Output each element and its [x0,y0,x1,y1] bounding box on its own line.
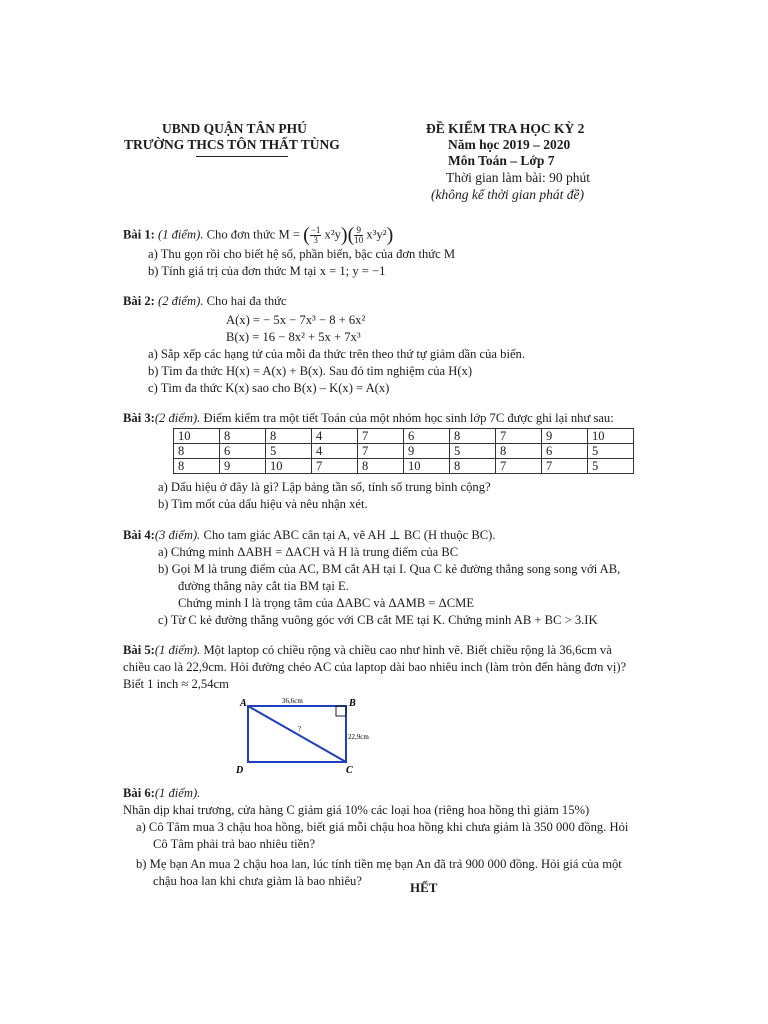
bai5-statement [123,643,612,658]
duration-note: (không kể thời gian phát đề) [431,187,585,202]
bai1-part-b: b) Tính giá trị của đơn thức M tại x = 1; y = −1 [148,264,386,278]
diagonal-ac [248,706,346,762]
table-row [174,429,634,444]
polynomial-a: A(x) = − 5x − 7x³ − 8 + 6x² [226,313,366,327]
bai2-statement [123,294,287,309]
table-row [174,459,634,474]
bai1-points: (1 điểm). [158,227,204,242]
bai4-label: Bài 4: [123,528,155,542]
bai6-points: (1 điểm). [154,786,201,800]
paren-open-1: ( [303,224,310,246]
table-cell: 4 [312,444,358,459]
diagonal-question: ? [298,725,302,733]
bai5-line3: Biết 1 inch ≈ 2,54cm [123,677,229,691]
vertex-d: D [236,765,244,776]
school-underline [196,156,288,157]
bai2-intro: Cho hai đa thức [206,294,287,308]
table-cell: 7 [358,429,404,444]
term-1: x²y [324,227,341,242]
table-cell: 8 [496,444,542,459]
score-table [173,428,634,474]
bai6-part-b-line1: b) Mẹ bạn An mua 2 chậu hoa lan, lúc tính tiền mẹ bạn An đã trả 900 000 đồng. Hỏi giá của một [136,857,622,871]
table-cell: 6 [220,444,266,459]
bai4-part-b-line1: b) Gọi M là trung điểm của AC, BM cắt AH tại I. Qua C kẻ đường thẳng song song với AB, [158,562,621,576]
bai3-part-a: a) Dấu hiệu ở đây là gì? Lập bảng tần số, tính số trung bình cộng? [158,480,491,494]
bai4-part-a: a) Chứng minh ΔABH = ΔACH và H là trung điểm của BC [158,545,459,559]
right-angle-mark [336,706,346,716]
polynomial-b: B(x) = 16 − 8x² + 5x + 7x³ [226,330,361,344]
bai2-part-b: b) Tìm đa thức H(x) = A(x) + B(x). Sau đó tìm nghiệm của H(x) [148,364,473,378]
paren-open-2: ( [347,224,355,246]
bai2-points: (2 điểm). [158,294,204,308]
table-cell: 7 [358,444,404,459]
table-cell: 10 [266,459,312,474]
bai4-part-b-line3: Chứng minh I là trọng tâm của ΔABC và ΔAMB = ΔCME [178,596,475,610]
table-cell: 7 [496,429,542,444]
school-name: TRƯỜNG THCS TÔN THẤT TÙNG [124,137,340,152]
bai2-label: Bài 2: [123,294,155,308]
table-row [174,444,634,459]
bai4-part-c: c) Từ C kẻ đường thẳng vuông góc với CB cắt ME tại K. Chứng minh AB + BC > 3.IK [158,613,598,627]
district-name: UBND QUẬN TÂN PHÚ [162,121,307,136]
bai6-part-a-line2: Cô Tâm phải trả bao nhiêu tiền? [153,837,316,851]
bai5-points: (1 điểm). [154,643,201,657]
table-cell: 8 [450,429,496,444]
fraction-2-numerator: 9 [354,226,363,236]
bai6-label: Bài 6: [123,786,155,800]
bai2-part-a: a) Sắp xếp các hạng tử của mỗi đa thức trên theo thứ tự giảm dần của biến. [148,347,526,361]
vertex-c: C [346,765,353,776]
bai3-intro: Điểm kiểm tra một tiết Toán của một nhóm học sinh lớp 7C được ghi lại như sau: [203,411,614,425]
table-cell: 5 [266,444,312,459]
table-cell: 9 [220,459,266,474]
vertex-a: A [240,698,247,709]
table-cell: 8 [358,459,404,474]
subject-grade: Môn Toán – Lớp 7 [448,153,555,168]
width-label: 36,6cm [282,697,303,705]
bai6-part-b-line2: chậu hoa lan khi chưa giảm là bao nhiêu? [153,874,362,888]
bai4-part-b-line2: đường thẳng này cắt tia BM tại E. [178,579,349,593]
table-cell: 10 [174,429,220,444]
paren-close-2: ) [386,224,394,246]
laptop-rectangle-figure [230,694,370,778]
table-cell: 8 [220,429,266,444]
school-year: Năm học 2019 – 2020 [448,137,571,152]
fraction-1-numerator: −1 [310,225,321,235]
bai6-intro: Nhân dịp khai trương, cửa hàng C giảm giá 10% các loại hoa (riêng hoa hồng thì giảm 15%) [123,803,590,817]
table-cell: 10 [588,429,634,444]
end-marker: HẾT [410,880,438,895]
bai5-label: Bài 5: [123,643,155,657]
table-cell: 5 [450,444,496,459]
exam-duration: Thời gian làm bài: 90 phút [446,170,590,185]
height-label: 22,9cm [348,733,369,741]
bai2-part-c: c) Tìm đa thức K(x) sao cho B(x) – K(x) = A(x) [148,381,390,395]
bai4-intro: Cho tam giác ABC cân tại A, vẽ AH ⊥ BC (H thuộc BC). [203,528,496,542]
bai6-statement [123,786,200,801]
bai1-intro: Cho đơn thức M = [206,227,300,242]
table-cell: 7 [542,459,588,474]
bai1-label: Bài 1: [123,227,155,242]
bai5-line2: chiều cao là 22,9cm. Hỏi đường chéo AC của laptop dài bao nhiêu inch (làm tròn đến hàng đơn vị)? [123,660,627,674]
table-cell: 4 [312,429,358,444]
bai6-part-a-line1: a) Cô Tâm mua 3 chậu hoa hồng, biết giá mỗi chậu hoa hồng khi chưa giảm là 350 000 đồng. Hỏi [136,820,629,834]
table-cell: 9 [404,444,450,459]
table-cell: 8 [450,459,496,474]
table-cell: 8 [174,444,220,459]
table-cell: 5 [588,459,634,474]
table-cell: 8 [174,459,220,474]
bai3-statement [123,411,614,426]
bai3-part-b: b) Tìm mốt của dấu hiệu và nêu nhận xét. [158,497,368,511]
table-cell: 6 [404,429,450,444]
fraction-1-denominator: 3 [313,235,318,245]
table-cell: 9 [542,429,588,444]
bai4-statement [123,527,496,543]
term-2: x³y² [366,227,387,242]
fraction-2-denominator: 10 [354,235,364,245]
bai1-part-a: a) Thu gọn rồi cho biết hệ số, phần biến, bậc của đơn thức M [148,247,456,261]
table-cell: 7 [312,459,358,474]
exam-title: ĐỀ KIỂM TRA HỌC KỲ 2 [426,121,585,136]
table-cell: 7 [496,459,542,474]
table-cell: 8 [266,429,312,444]
bai5-line1: Một laptop có chiều rộng và chiều cao như hình vẽ. Biết chiều rộng là 36,6cm và [203,643,612,657]
bai3-points: (2 điểm). [154,411,201,425]
fraction-2 [354,226,363,245]
vertex-b: B [349,698,356,709]
fraction-1 [310,226,322,245]
bai3-label: Bài 3: [123,411,155,425]
table-cell: 5 [588,444,634,459]
bai4-points: (3 điểm). [154,528,201,542]
table-cell: 10 [404,459,450,474]
table-cell: 6 [542,444,588,459]
bai1-statement [123,224,393,247]
paren-close-1: ) [340,224,348,246]
